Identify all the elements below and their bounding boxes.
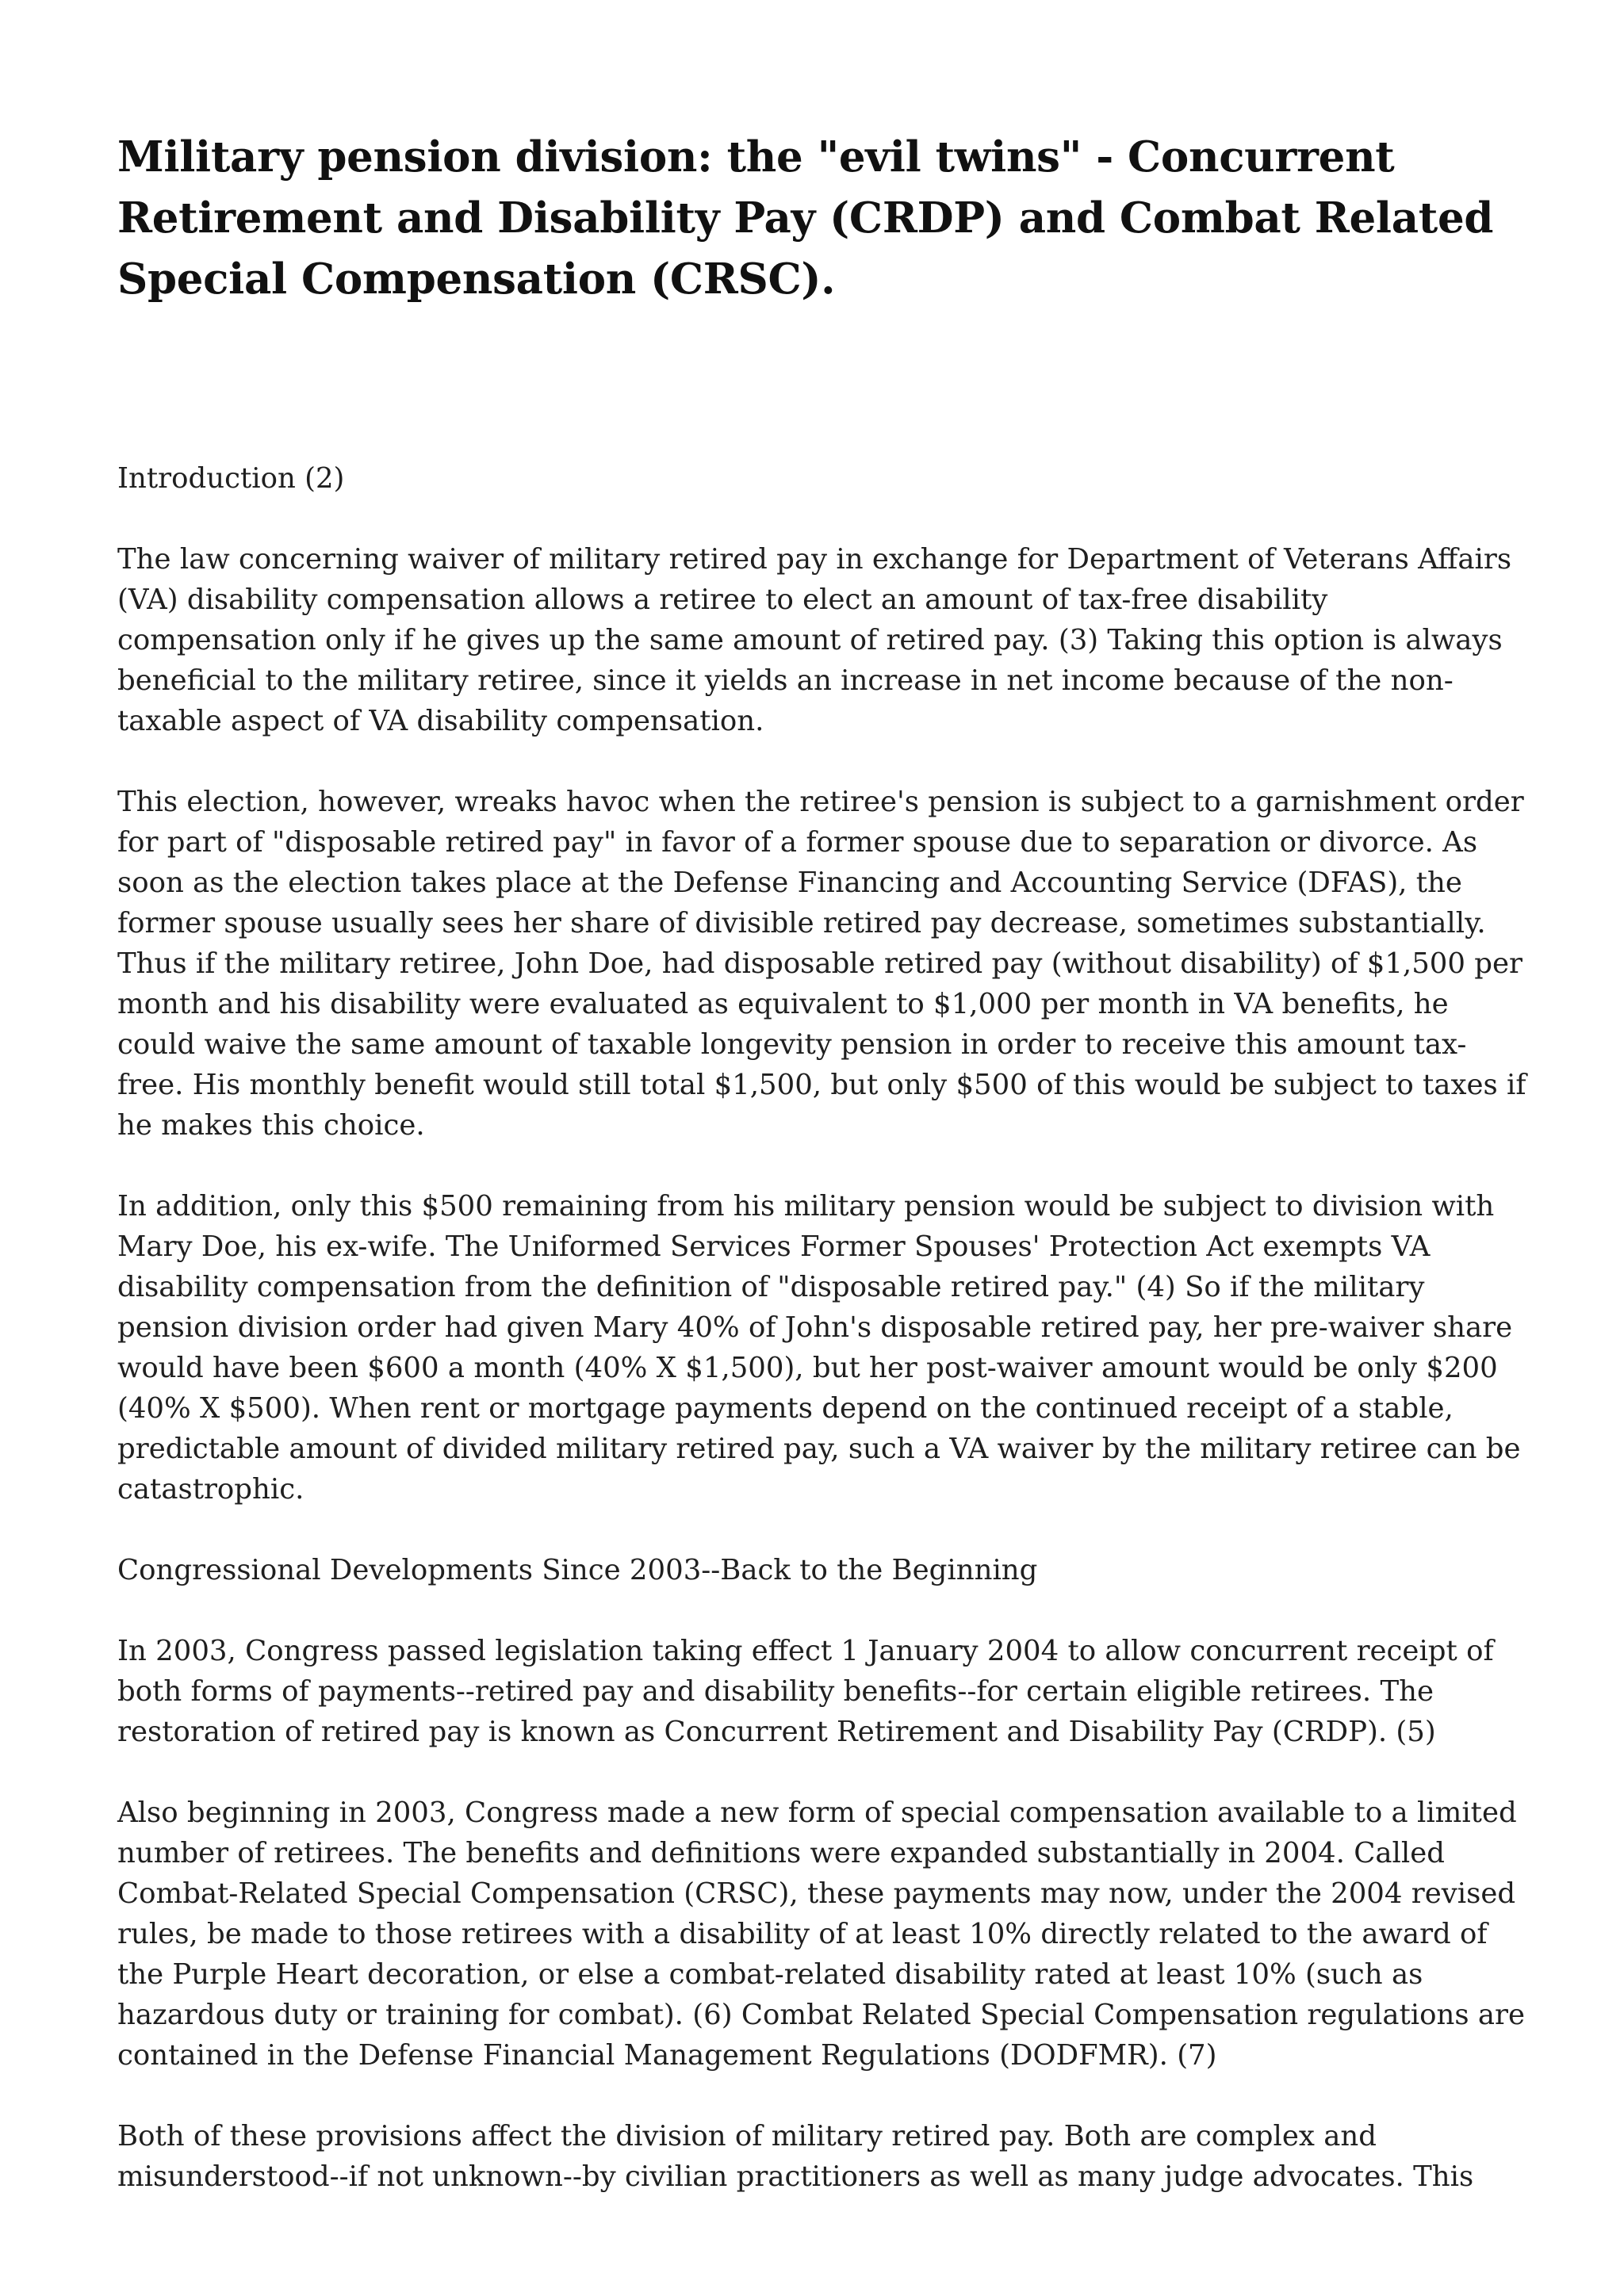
paragraph-both-provisions: Both of these provisions affect the division of military retired pay. Both are complex and misunderstood--if not unknown--by civilian practitioners as well as many judge advocates. This bbox=[117, 2120, 1474, 2193]
paragraph-crsc: Also beginning in 2003, Congress made a new form of special compensation available to a limited number of retirees. The benefits and definitions were expanded substantially in 2004. Called Combat-Related Special Compensation (CRSC), these payments may now, under the 2004 revised rules, be made to those retirees with a disability of at least 10% directly related to the award of the Purple Heart decoration, or else a combat-related disability rated at least 10% (such as hazardous duty or training for combat). (6) Combat Related Special Compensation regulations are contained in the Defense Financial Management Regulations (DODFMR). (7) bbox=[117, 1797, 1525, 2072]
paragraph-division-example: In addition, only this $500 remaining from his military pension would be subject to division with Mary Doe, his ex-wife. The Uniformed Services Former Spouses' Protection Act exempts VA disability compensation from the definition of "disposable retired pay." (4) So if the military pension division order had given Mary 40% of John's disposable retired pay, her pre-waiver share would have been $600 a month (40% X $1,500), but her post-waiver amount would be only $200 (40% X $500). When rent or mortgage payments depend on the continued receipt of a stable, predictable amount of divided military retired pay, such a VA waiver by the military retiree can be catastrophic. bbox=[117, 1190, 1521, 1506]
section-heading-congressional: Congressional Developments Since 2003--Back to the Beginning bbox=[117, 1554, 1038, 1586]
document-body bbox=[117, 458, 1529, 2237]
paragraph-election-havoc: This election, however, wreaks havoc when the retiree's pension is subject to a garnishment order for part of "disposable retired pay" in favor of a former spouse due to separation or divorce. As soon as the election takes place at the Defense Financing and Accounting Service (DFAS), the former spouse usually sees her share of divisible retired pay decrease, sometimes substantially. Thus if the military retiree, John Doe, had disposable retired pay (without disability) of $1,500 per month and his disability were evaluated as equivalent to $1,000 per month in VA benefits, he could waive the same amount of taxable longevity pension in order to receive this amount tax-free. His monthly benefit would still total $1,500, but only $500 of this would be subject to taxes if he makes this choice. bbox=[117, 786, 1526, 1142]
section-heading-introduction: Introduction (2) bbox=[117, 462, 345, 495]
paragraph-crdp: In 2003, Congress passed legislation taking effect 1 January 2004 to allow concurrent receipt of both forms of payments--retired pay and disability benefits--for certain eligible retirees. The restoration of retired pay is known as Concurrent Retirement and Disability Pay (CRDP). (5) bbox=[117, 1635, 1494, 1748]
page-title: Military pension division: the "evil twins" - Concurrent Retirement and Disability Pay (CRDP) and Combat Related Special Compensation (CRSC). bbox=[117, 132, 1494, 304]
paragraph-waiver-law: The law concerning waiver of military retired pay in exchange for Department of Veterans Affairs (VA) disability compensation allows a retiree to elect an amount of tax-free disability compensation only if he gives up the same amount of retired pay. (3) Taking this option is always beneficial to the military retiree, since it yields an increase in net income because of the non-taxable aspect of VA disability compensation. bbox=[117, 543, 1512, 737]
document-header bbox=[117, 127, 1529, 310]
